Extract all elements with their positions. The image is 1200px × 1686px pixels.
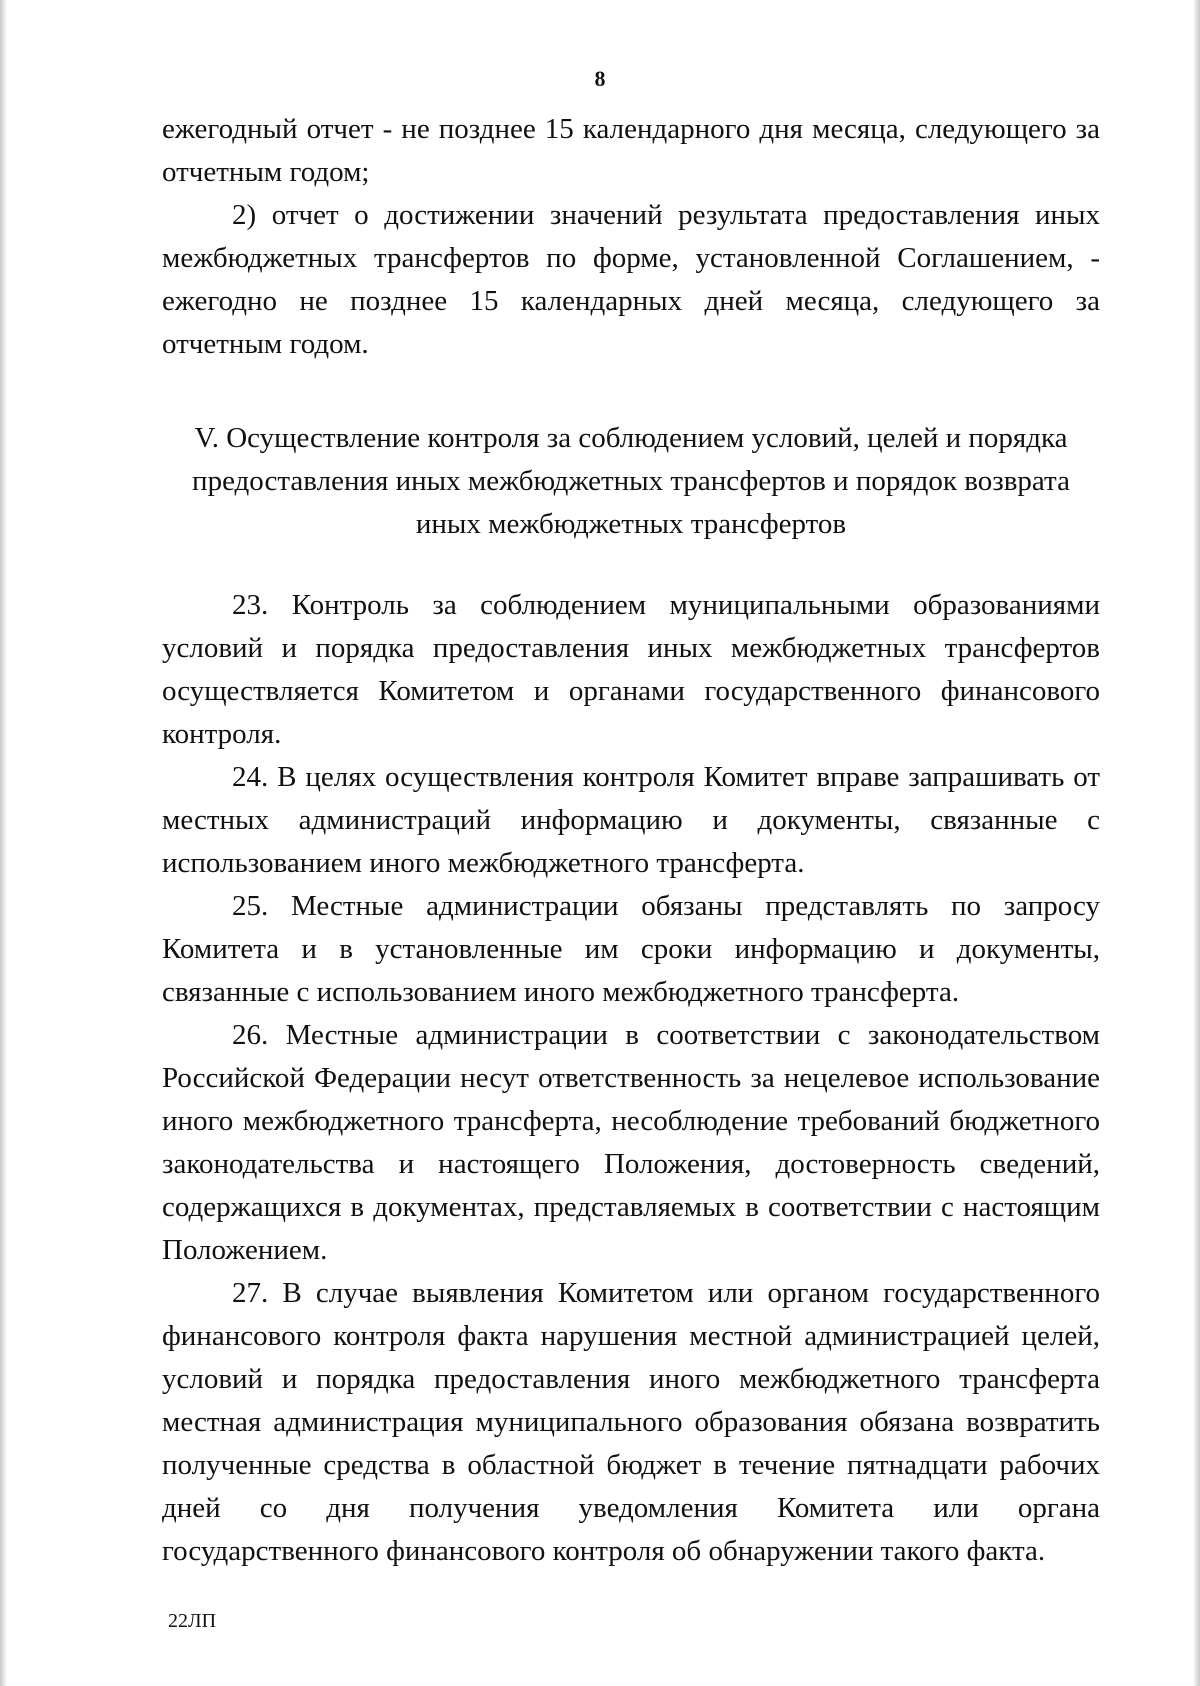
paragraph-annual-report: ежегодный отчет - не позднее 15 календарного дня месяца, следующего за отчетным годом; xyxy=(162,113,1100,188)
scan-edge-right xyxy=(1194,0,1200,1686)
section-heading: V. Осуществление контроля за соблюдением условий, целей и порядка предоставления иных межбюджетных трансфертов и порядок возврата иных межбюджетных трансфертов xyxy=(192,422,1070,540)
document-body xyxy=(162,108,1100,1573)
scan-edge-left xyxy=(0,0,6,1686)
paragraph-23: 23. Контроль за соблюдением муниципальными образованиями условий и порядка предоставления иных межбюджетных трансфертов осуществляется Комитетом и органами государственного финансового контроля. xyxy=(162,589,1100,750)
paragraph-24: 24. В целях осуществления контроля Комитет вправе запрашивать от местных администраций информацию и документы, связанные с использованием иного межбюджетного трансферта. xyxy=(162,761,1100,879)
paragraph-26: 26. Местные администрации в соответствии с законодательством Российской Федерации несут ответственность за нецелевое использование иного межбюджетного трансферта, несоблюдение требований бюджетного законодательства и настоящего Положения, достоверность сведений, содержащихся в документах, представляемых в соответствии с настоящим Положением. xyxy=(162,1019,1100,1266)
document-code: 22ЛП xyxy=(168,1610,217,1632)
page-number: 8 xyxy=(594,66,606,91)
paragraph-25: 25. Местные администрации обязаны представлять по запросу Комитета и в установленные им сроки информацию и документы, связанные с использованием иного межбюджетного трансферта. xyxy=(162,890,1100,1008)
paragraph-27: 27. В случае выявления Комитетом или органом государственного финансового контроля факта нарушения местной администрацией целей, условий и порядка предоставления иного межбюджетного трансферта местная администрация муниципального образования обязана возвратить полученные средства в областной бюджет в течение пятнадцати рабочих дней со дня получения уведомления Комитета или органа государственного финансового контроля об обнаружении такого факта. xyxy=(162,1277,1100,1567)
paragraph-result-report: 2) отчет о достижении значений результата предоставления иных межбюджетных трансфертов по форме, установленной Соглашением, - ежегодно не позднее 15 календарных дней месяца, следующего за отчетным годом. xyxy=(162,199,1100,360)
